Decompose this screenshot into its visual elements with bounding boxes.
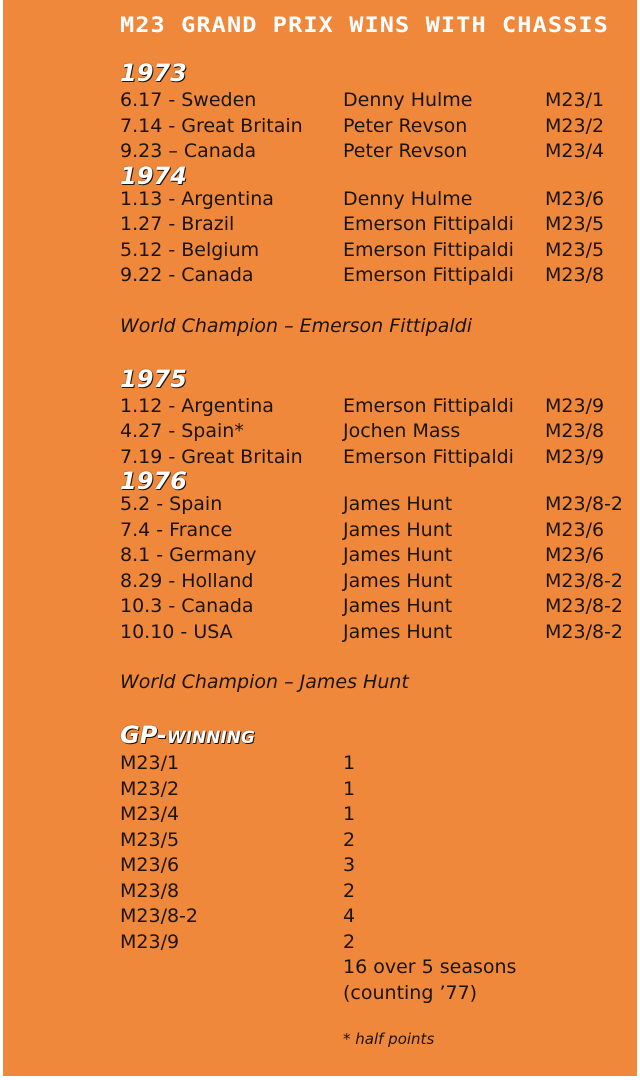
gp-winning-heading: [120, 719, 635, 751]
win-count: 1: [343, 777, 356, 800]
race-label: 8.29 - Holland: [120, 569, 254, 592]
win-count: 2: [343, 930, 356, 953]
race-row: [120, 594, 635, 620]
chassis-label: M23/4: [120, 803, 180, 825]
chassis-label: M23/2: [120, 777, 180, 800]
driver-name: Emerson Fittipaldi: [343, 264, 514, 286]
chassis-label: M23/2: [545, 114, 605, 137]
driver-name: James Hunt: [343, 595, 453, 617]
total-wins: 16 over 5 seasons: [343, 956, 517, 978]
race-label: 5.12 - Belgium: [120, 238, 260, 261]
spacer: [120, 695, 635, 719]
race-row: [120, 569, 635, 595]
win-count: 2: [343, 828, 356, 851]
chassis-label: M23/5: [545, 238, 605, 261]
driver-name: James Hunt: [343, 518, 453, 541]
spacer: [120, 339, 635, 364]
race-label: 6.17 - Sweden: [120, 89, 257, 111]
gp-winning-heading-main: GP-: [120, 721, 167, 749]
race-label: 7.14 - Great Britain: [120, 114, 303, 137]
race-label: 7.4 - France: [120, 518, 233, 541]
chassis-label: M23/6: [545, 187, 605, 210]
driver-name: James Hunt: [343, 493, 453, 515]
win-count: 3: [343, 854, 356, 876]
chassis-label: M23/8-2: [120, 905, 199, 927]
race-row: [120, 187, 635, 213]
gp-winning-heading-small: WINNING: [166, 728, 255, 748]
chassis-label: M23/5: [545, 213, 605, 235]
race-label: 8.1 - Germany: [120, 544, 257, 566]
chassis-count-row: [120, 904, 635, 930]
chassis-label: M23/9: [545, 445, 605, 468]
chassis-count-row: [120, 777, 635, 803]
chassis-count-row: [120, 802, 635, 828]
chassis-count-row: [120, 853, 635, 879]
total-line: [120, 981, 635, 1007]
race-label: 1.27 - Brazil: [120, 213, 235, 235]
driver-name: James Hunt: [343, 569, 453, 592]
chassis-label: M23/8: [545, 420, 605, 442]
race-label: 5.2 - Spain: [120, 493, 223, 515]
total-line: [120, 955, 635, 981]
race-row: [120, 88, 635, 114]
driver-name: Emerson Fittipaldi: [343, 238, 514, 261]
race-row: [120, 445, 635, 471]
race-row: [120, 518, 635, 544]
race-label: 9.22 - Canada: [120, 264, 254, 286]
world-champion-1976: World Champion – James Hunt: [120, 671, 409, 693]
year-heading-1973: 1973: [120, 59, 187, 87]
race-label: 4.27 - Spain*: [120, 420, 244, 442]
race-row: [120, 263, 635, 289]
driver-name: Denny Hulme: [343, 89, 473, 111]
race-label: 1.13 - Argentina: [120, 187, 274, 210]
win-count: 4: [343, 905, 356, 927]
chassis-count-row: [120, 930, 635, 956]
year-heading-1974: 1974: [120, 161, 187, 190]
driver-name: Peter Revson: [343, 114, 468, 137]
world-champion-1974: World Champion – Emerson Fittipaldi: [120, 314, 472, 337]
race-label: 7.19 - Great Britain: [120, 445, 303, 468]
driver-name: Emerson Fittipaldi: [343, 445, 514, 468]
driver-name: James Hunt: [343, 544, 453, 566]
footnote-row: [120, 1026, 635, 1052]
chassis-label: M23/6: [545, 544, 605, 566]
chassis-label: M23/8-2: [545, 620, 624, 643]
chassis-label: M23/1: [545, 89, 605, 111]
win-count: 1: [343, 752, 356, 774]
chassis-count-row: [120, 879, 635, 905]
race-label: 10.10 - USA: [120, 620, 233, 643]
driver-name: Peter Revson: [343, 140, 468, 162]
year-heading-1976: 1976: [120, 467, 187, 495]
driver-name: Emerson Fittipaldi: [343, 213, 514, 235]
total-seasons-note: (counting ’77): [343, 981, 478, 1004]
win-count: 2: [343, 879, 356, 902]
chassis-label: M23/9: [545, 394, 605, 417]
spacer: [120, 1006, 635, 1026]
driver-name: James Hunt: [343, 620, 453, 643]
race-row: [120, 620, 635, 646]
driver-name: Jochen Mass: [343, 420, 461, 442]
chassis-label: M23/5: [120, 828, 180, 851]
chassis-label: M23/1: [120, 752, 180, 774]
race-label: 10.3 - Canada: [120, 595, 254, 617]
race-row: [120, 114, 635, 140]
chassis-count-row: [120, 751, 635, 777]
race-row: [120, 394, 635, 420]
chassis-label: M23/9: [120, 930, 180, 953]
content: [120, 58, 635, 1052]
chassis-label: M23/6: [120, 854, 180, 876]
chassis-label: M23/6: [545, 518, 605, 541]
spacer: [120, 645, 635, 670]
race-row: [120, 492, 635, 518]
chassis-label: M23/8-2: [545, 569, 624, 592]
race-row: [120, 419, 635, 445]
win-count: 1: [343, 803, 356, 825]
chassis-label: M23/4: [545, 140, 605, 162]
page-title: M23 GRAND PRIX WINS WITH CHASSIS: [120, 13, 609, 37]
chassis-label: M23/8-2: [545, 595, 624, 617]
driver-name: Emerson Fittipaldi: [343, 394, 514, 417]
race-row: [120, 139, 635, 165]
chassis-label: M23/8: [120, 879, 180, 902]
race-label: 1.12 - Argentina: [120, 394, 274, 417]
chassis-label: M23/8-2: [545, 493, 624, 515]
race-row: [120, 212, 635, 238]
chassis-label: M23/8: [545, 264, 605, 286]
race-row: [120, 543, 635, 569]
race-row: [120, 238, 635, 264]
info-panel: [3, 0, 637, 1076]
race-label: 9.23 – Canada: [120, 140, 257, 162]
year-heading-1975: 1975: [120, 364, 187, 393]
footnote: * half points: [343, 1030, 435, 1048]
spacer: [120, 289, 635, 314]
chassis-count-row: [120, 828, 635, 854]
driver-name: Denny Hulme: [343, 187, 473, 210]
